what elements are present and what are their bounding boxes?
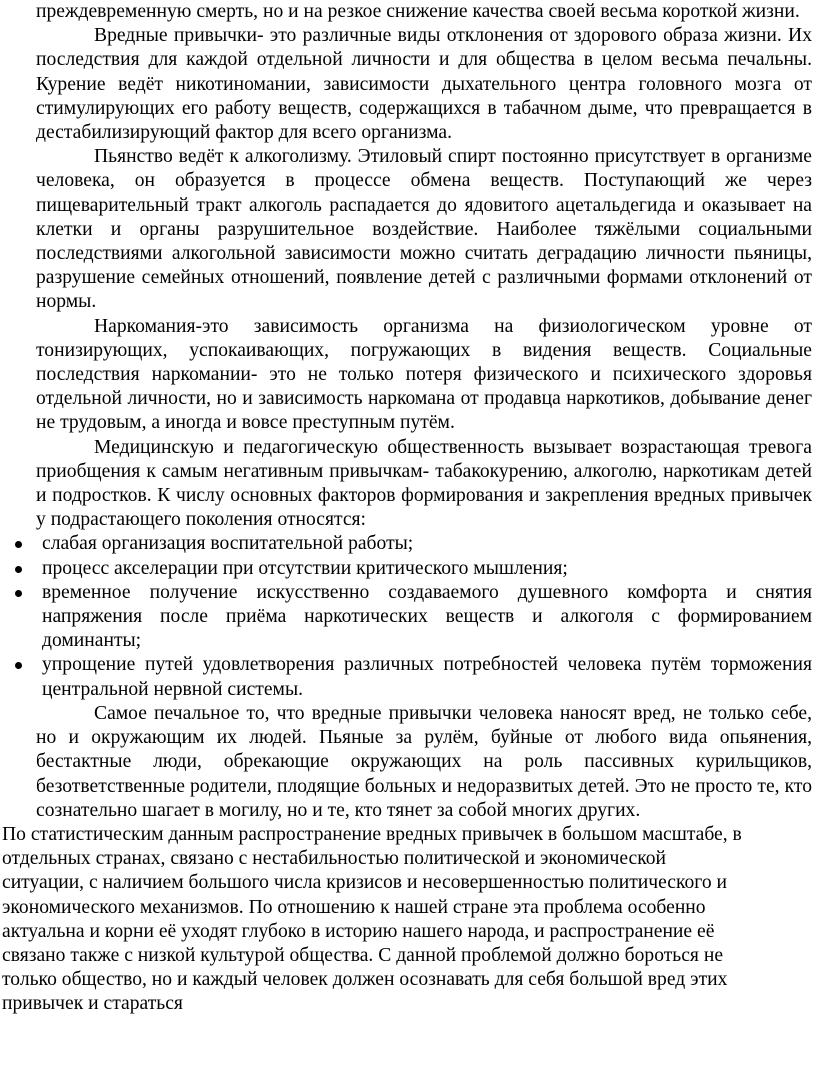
closing-line: ситуации, с наличием большого числа кризисов и несовершенностью политического и	[2, 872, 728, 894]
closing-line: связано также с низкой культурой общества. С данной проблемой должно бороться не	[2, 944, 724, 966]
closing-line: привычек и стараться	[2, 993, 183, 1015]
closing-text-block	[0, 823, 816, 1017]
list-item	[36, 557, 812, 581]
paragraph-alcohol: Пьянство ведёт к алкоголизму. Этиловый спирт постоянно присутствует в организме человека, он образуется в процессе обмена веществ. Поступающий же через пищеварительный тракт алкоголь распадается до ядовитого ацетальдегида и оказывает на клетки и органы разрушительное воздействие. Наиболее тяжёлыми социальными последствиями алкогольной зависимости можно считать деградацию личности пьяницы, разрушение семейных отношений, появление детей с различными формами отклонений от нормы.	[36, 146, 812, 313]
closing-line: По статистическим данным распространение вредных привычек в большом масштабе, в	[2, 823, 742, 845]
paragraph-bad-habits: Вредные привычки- это различные виды отклонения от здорового образа жизни. Их последствия для каждой отдельной личности и для общества в целом весьма печальны. Курение ведёт никотиномании, зависимости дыхательного центра головного мозга от стимулирующих его работу веществ, содержащихся в табачном дыме, что превращается в дестабилизирующий фактор для всего организма.	[36, 25, 812, 144]
bullet-icon	[15, 566, 22, 573]
paragraph-consequences: Самое печальное то, что вредные привычки человека наносят вред, не только себе, но и окружающим их людей. Пьяные за рулём, буйные от любого вида опьянения, бестактные люди, обрекающие окружающих на роль пассивных курильщиков, безответственные родители, плодящие больных и недоразвитых детей. Это не просто те, кто сознательно шагает в могилу, но и те, кто тянет за собой многих других.	[36, 702, 812, 821]
list-item	[36, 532, 812, 556]
closing-line: только общество, но и каждый человек должен осознавать для себя большой вред этих	[2, 969, 728, 991]
main-text-block	[36, 0, 812, 823]
paragraph-continuation: преждевременную смерть, но и на резкое снижение качества своей весьма короткой жизни.	[36, 1, 800, 22]
bullet-icon	[15, 662, 22, 669]
paragraph-factors-intro: Медицинскую и педагогическую общественность вызывает возрастающая тревога приобщения к самым негативным привычкам- табакокурению, алкоголю, наркотикам детей и подростков. К числу основных факторов формирования и закрепления вредных привычек у подрастающего поколения относятся:	[36, 436, 812, 531]
list-item-text: процесс акселерации при отсутствии критического мышления;	[42, 557, 568, 579]
list-item-text: временное получение искусственно создаваемого душевного комфорта и снятия напряжения после приёма наркотических веществ и алкоголя с формированием доминанты;	[42, 581, 812, 652]
bullet-icon	[15, 590, 22, 597]
closing-line: экономического механизмов. По отношению к нашей стране эта проблема особенно	[2, 896, 706, 918]
closing-line: отдельных странах, связано с нестабильностью политической и экономической	[2, 848, 667, 870]
list-item	[36, 581, 812, 654]
closing-line: актуальна и корни её уходят глубоко в историю нашего народа, и распространение её	[2, 920, 715, 942]
bullet-icon	[15, 541, 22, 548]
list-item-text: слабая организация воспитательной работы;	[42, 533, 414, 555]
list-item	[36, 653, 812, 701]
paragraph-drugs: Наркомания-это зависимость организма на физиологическом уровне от тонизирующих, успокаивающих, погружающих в видения веществ. Социальные последствия наркомании- это не только потеря физического и психического здоровья отдельной личности, но и зависимость наркомана от продавца наркотиков, добывание денег не трудовым, а иногда и вовсе преступным путём.	[36, 315, 812, 434]
list-item-text: упрощение путей удовлетворения различных потребностей человека путём торможения центральной нервной системы.	[42, 654, 812, 700]
factors-list	[36, 532, 812, 701]
